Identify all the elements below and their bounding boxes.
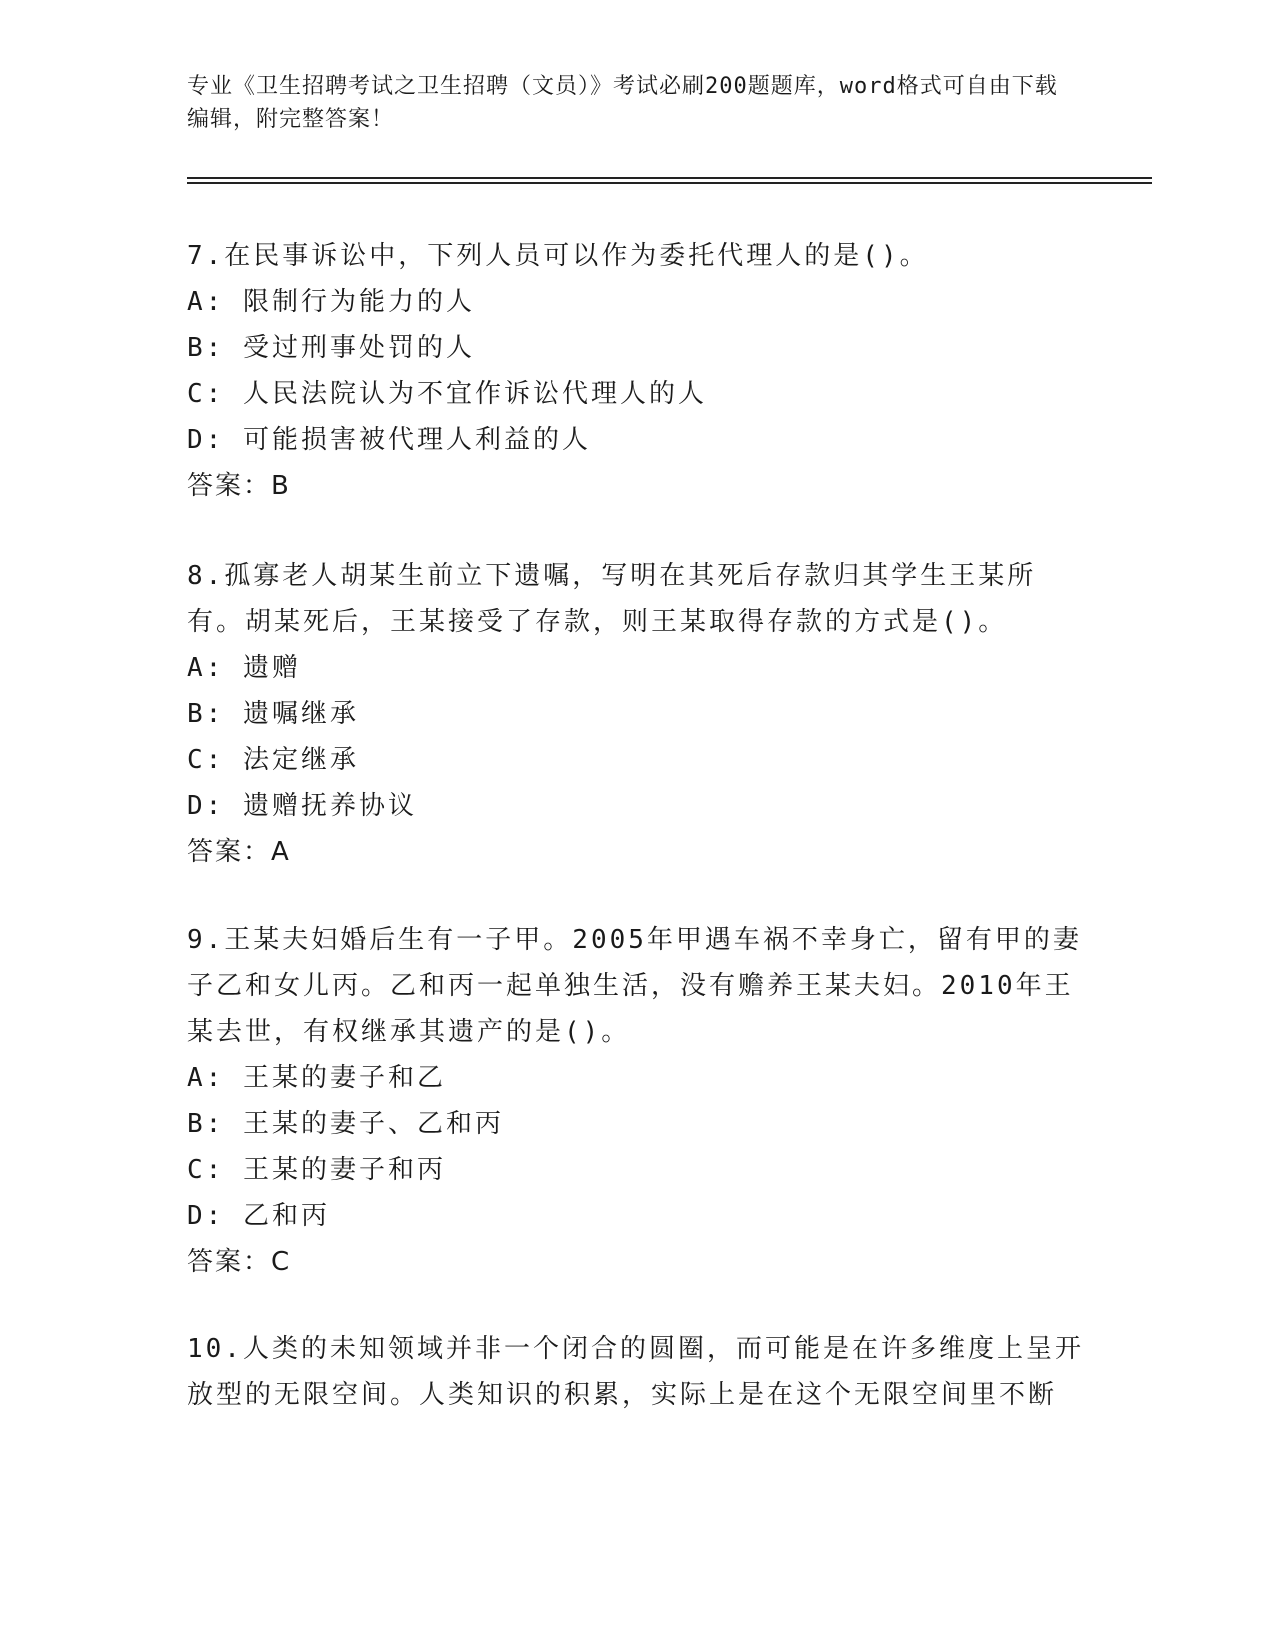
option-b: B: 王某的妻子、乙和丙: [187, 1109, 504, 1139]
question-8: [187, 553, 1087, 875]
header-divider-top: [187, 177, 1152, 179]
option-d: D: 遗赠抚养协议: [187, 791, 417, 821]
question-stem: 8.孤寡老人胡某生前立下遗嘱，写明在其死后存款归其学生王某所有。胡某死后，王某接受了存款，则王某取得存款的方式是()。: [187, 561, 1037, 637]
option-d: D: 可能损害被代理人利益的人: [187, 425, 591, 455]
answer: 答案：C: [187, 1247, 292, 1277]
option-c: C: 法定继承: [187, 745, 359, 775]
question-9: [187, 917, 1087, 1285]
option-b: B: 受过刑事处罚的人: [187, 333, 475, 363]
option-c: C: 人民法院认为不宜作诉讼代理人的人: [187, 379, 707, 409]
document-intro: 专业《卫生招聘考试之卫生招聘（文员）》考试必刷200题题库，word格式可自由下载编辑，附完整答案！: [187, 74, 1058, 132]
answer: 答案：B: [187, 471, 291, 501]
option-d: D: 乙和丙: [187, 1201, 330, 1231]
question-stem: 7.在民事诉讼中，下列人员可以作为委托代理人的是()。: [187, 241, 929, 271]
question-stem: 10.人类的未知领域并非一个闭合的圆圈，而可能是在许多维度上呈开放型的无限空间。人类知识的积累，实际上是在这个无限空间里不断: [187, 1334, 1084, 1410]
option-b: B: 遗嘱继承: [187, 699, 359, 729]
answer: 答案：A: [187, 837, 291, 867]
question-7: [187, 233, 1087, 509]
header-divider-bottom: [187, 182, 1152, 184]
option-a: A: 遗赠: [187, 653, 301, 683]
question-10: [187, 1326, 1087, 1418]
option-a: A: 王某的妻子和乙: [187, 1063, 446, 1093]
question-stem: 9.王某夫妇婚后生有一子甲。2005年甲遇车祸不幸身亡，留有甲的妻子乙和女儿丙。乙和丙一起单独生活，没有赡养王某夫妇。2010年王某去世，有权继承其遗产的是()。: [187, 925, 1082, 1047]
option-a: A: 限制行为能力的人: [187, 287, 475, 317]
option-c: C: 王某的妻子和丙: [187, 1155, 446, 1185]
